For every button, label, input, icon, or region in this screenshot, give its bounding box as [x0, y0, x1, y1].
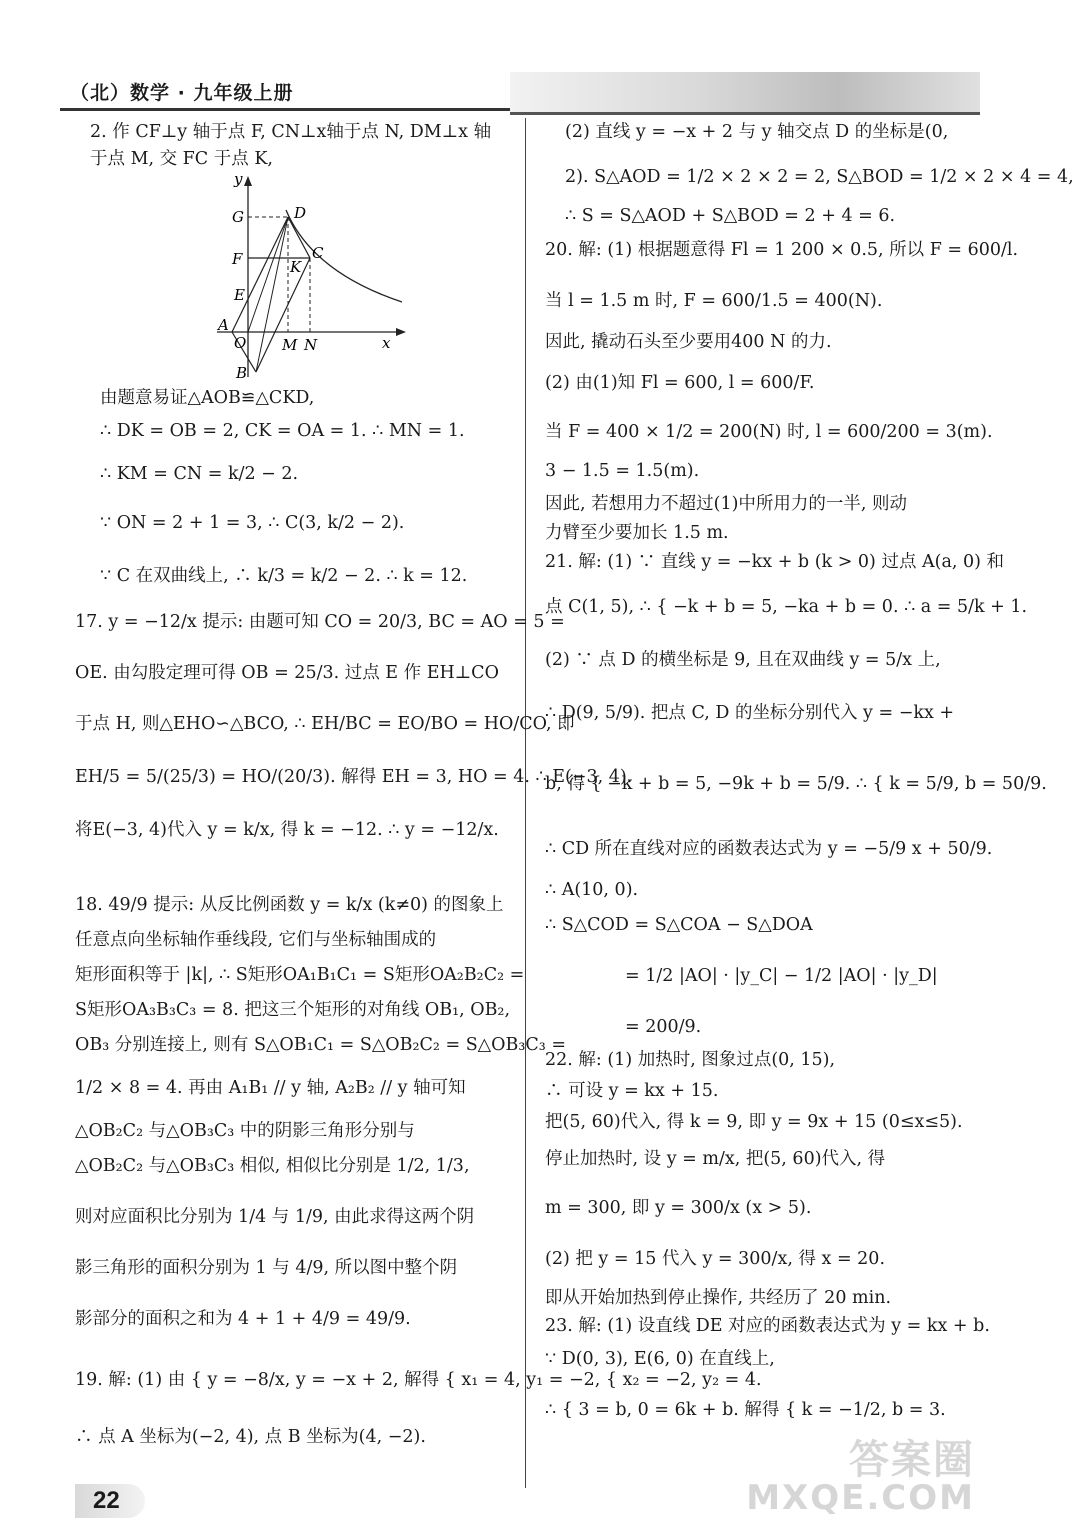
text-line: 当 l = 1.5 m 时, F = 600/1.5 = 400(N). [545, 291, 883, 311]
text-line: △OB₂C₂ 与△OB₃C₃ 中的阴影三角形分别与 [75, 1121, 415, 1141]
text-line: ∴ S = S△AOD + S△BOD = 2 + 4 = 6. [565, 206, 896, 226]
geometry-figure [212, 172, 408, 380]
text-line: 将E(−3, 4)代入 y = k/x, 得 k = −12. ∴ y = −12/x. [75, 820, 499, 840]
text-line: 18. 49/9 提示: 从反比例函数 y = k/x (k≠0) 的图象上 [75, 895, 504, 915]
figure-label: G [232, 208, 244, 226]
text-line: 23. 解: (1) 设直线 DE 对应的函数表达式为 y = kx + b. [545, 1316, 990, 1336]
figure-label: M [282, 336, 298, 354]
text-line: ∵ D(0, 3), E(6, 0) 在直线上, [545, 1349, 775, 1369]
figure-label: B [236, 364, 248, 382]
text-line: ∵ C 在双曲线上, ∴ k/3 = k/2 − 2. ∴ k = 12. [100, 566, 468, 586]
text-line: 22. 解: (1) 加热时, 图象过点(0, 15), [545, 1050, 836, 1070]
figure-label: N [304, 336, 318, 354]
text-line: ∴ CD 所在直线对应的函数表达式为 y = −5/9 x + 50/9. [545, 839, 993, 859]
text-line: ∴ 可设 y = kx + 15. [545, 1081, 719, 1101]
text-line: ∴ A(10, 0). [545, 880, 639, 900]
y-arrow [244, 176, 252, 186]
text-line: 停止加热时, 设 y = m/x, 把(5, 60)代入, 得 [545, 1149, 886, 1169]
text-line: S矩形OA₃B₃C₃ = 8. 把这三个矩形的对角线 OB₁, OB₂, [75, 1000, 511, 1020]
right-q20 [545, 240, 1018, 544]
text-line: 1/2 × 8 = 4. 再由 A₁B₁ // y 轴, A₂B₂ // y 轴可知 [75, 1078, 466, 1098]
text-line: (2) 由(1)知 Fl = 600, l = 600/F. [545, 373, 815, 393]
line-dc [288, 217, 310, 258]
right-q21 [545, 552, 1047, 1038]
text-line: ∴ KM = CN = k/2 − 2. [100, 464, 299, 484]
text-line: 20. 解: (1) 根据题意得 Fl = 1 200 × 0.5, 所以 F = 600/l. [545, 240, 1019, 260]
watermark-top: 答案圈 [849, 1437, 975, 1484]
line-ad [232, 217, 288, 332]
text-line: 3 − 1.5 = 1.5(m). [545, 461, 700, 481]
figure-label: D [294, 204, 307, 222]
x-arrow [396, 328, 406, 336]
text-line: OE. 由勾股定理可得 OB = 25/3. 过点 E 作 EH⊥CO [75, 663, 499, 683]
text-line: 力臂至少要加长 1.5 m. [545, 523, 729, 543]
text-line: 把(5, 60)代入, 得 k = 9, 即 y = 9x + 15 (0≤x≤5). [545, 1112, 963, 1132]
text-line: = 200/9. [625, 1017, 702, 1037]
text-line: EH/5 = 5/(25/3) = HO/(20/3). 解得 EH = 3, HO = 4. ∴ E(−3, 4). [75, 767, 633, 787]
text-line: 17. y = −12/x 提示: 由题可知 CO = 20/3, BC = AO = 5 = [75, 612, 565, 632]
watermark [746, 1439, 975, 1517]
text-line: 当 F = 400 × 1/2 = 200(N) 时, l = 600/200 = 3(m). [545, 422, 993, 442]
figure-label: O [234, 334, 247, 352]
text-line: 任意点向坐标轴作垂线段, 它们与坐标轴围成的 [75, 930, 437, 950]
watermark-bottom: MXQE.COM [746, 1478, 975, 1519]
text-line: b, 得 { −k + b = 5, −9k + b = 5/9. ∴ { k = 5/9, b = 50/9. [545, 774, 1047, 794]
text-line: △OB₂C₂ 与△OB₃C₃ 相似, 相似比分别是 1/2, 1/3, [75, 1156, 470, 1176]
text-line: (2) 把 y = 15 代入 y = 300/x, 得 x = 20. [545, 1249, 886, 1269]
right-q19-part2 [565, 122, 1074, 227]
page-number: 22 [75, 1484, 145, 1518]
header-decoration [510, 72, 980, 115]
text-line: (2) 直线 y = −x + 2 与 y 轴交点 D 的坐标是(0, [565, 122, 949, 142]
text-line: 因此, 撬动石头至少要用400 N 的力. [545, 332, 832, 352]
left-q16-solution [100, 388, 467, 587]
text-line: 21. 解: (1) ∵ 直线 y = −kx + b (k > 0) 过点 A(a, 0) 和 [545, 552, 1005, 572]
text-line: 19. 解: (1) 由 { y = −8/x, y = −x + 2, 解得 { x₁ = 4, y₁ = −2, { x₂ = −2, y₂ = 4. [75, 1370, 762, 1390]
text-line: 2. 作 CF⊥y 轴于点 F, CN⊥x轴于点 N, DM⊥x 轴 [90, 122, 492, 142]
text-line: ∴ D(9, 5/9). 把点 C, D 的坐标分别代入 y = −kx + [545, 703, 955, 723]
text-line: ∵ ON = 2 + 1 = 3, ∴ C(3, k/2 − 2). [100, 513, 405, 533]
text-line: 影三角形的面积分别为 1 与 4/9, 所以图中整个阴 [75, 1258, 458, 1278]
text-line: (2) ∵ 点 D 的横坐标是 9, 且在双曲线 y = 5/x 上, [545, 650, 941, 670]
left-q18 [75, 895, 566, 1330]
figure-label: A [218, 316, 229, 334]
figure-label: x [382, 334, 391, 352]
text-line: ∴ DK = OB = 2, CK = OA = 1. ∴ MN = 1. [100, 421, 465, 441]
text-line: OB₃ 分别连接上, 则有 S△OB₁C₁ = S△OB₂C₂ = S△OB₃C₃ = [75, 1035, 566, 1055]
header-rule [60, 108, 510, 111]
figure-label: C [312, 244, 324, 262]
text-line: 于点 M, 交 FC 于点 K, [90, 149, 273, 169]
text-line: 点 C(1, 5), ∴ { −k + b = 5, −ka + b = 0. ∴ a = 5/k + 1. [545, 597, 1028, 617]
hyperbola-curve [286, 210, 402, 302]
line-bc [256, 258, 310, 372]
text-line: = 1/2 |AO| · |y_C| − 1/2 |AO| · |y_D| [625, 966, 938, 986]
text-line: 于点 H, 则△EHO∽△BCO, ∴ EH/BC = EO/BO = HO/CO, 即 [75, 714, 575, 734]
text-line: 影部分的面积之和为 4 + 1 + 4/9 = 49/9. [75, 1309, 411, 1329]
text-line: 矩形面积等于 |k|, ∴ S矩形OA₁B₁C₁ = S矩形OA₂B₂C₂ = [75, 965, 525, 985]
text-line: 即从开始加热到停止操作, 共经历了 20 min. [545, 1288, 892, 1308]
text-line: m = 300, 即 y = 300/x (x > 5). [545, 1198, 812, 1218]
figure-label: E [234, 286, 245, 304]
text-line: 由题意易证△AOB≌△CKD, [100, 388, 315, 408]
text-line: ∴ 点 A 坐标为(−2, 4), 点 B 坐标为(4, −2). [75, 1427, 426, 1447]
right-q22 [545, 1050, 963, 1309]
header-title: （北）数学 · 九年级上册 [70, 82, 294, 104]
text-line: ∴ { 3 = b, 0 = 6k + b. 解得 { k = −1/2, b = 3. [545, 1400, 946, 1420]
text-line: 因此, 若想用力不超过(1)中所用力的一半, 则动 [545, 494, 908, 514]
figure-label: K [290, 258, 302, 276]
text-line: 2). S△AOD = 1/2 × 2 × 2 = 2, S△BOD = 1/2 × 2 × 4 = 4, [565, 167, 1074, 187]
left-top [90, 122, 491, 170]
figure-label: F [232, 250, 243, 268]
right-q23 [545, 1316, 990, 1421]
text-line: 则对应面积比分别为 1/4 与 1/9, 由此求得这两个阴 [75, 1207, 475, 1227]
figure-label: y [234, 170, 243, 188]
text-line: ∴ S△COD = S△COA − S△DOA [545, 915, 813, 935]
